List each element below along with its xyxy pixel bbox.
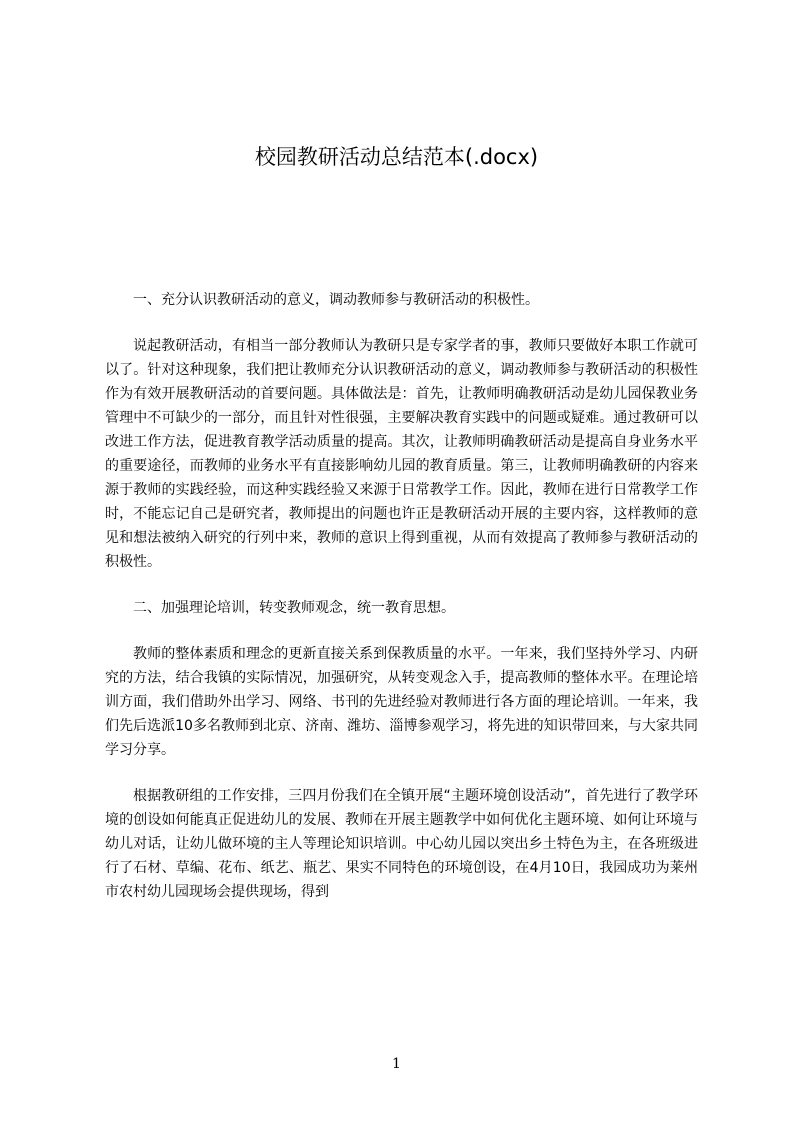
paragraph-gap bbox=[105, 762, 698, 784]
section-heading-2: 二、加强理论培训，转变教师观念，统一教育思想。 bbox=[133, 600, 455, 616]
document-body bbox=[105, 288, 698, 904]
body-paragraph-3: 根据教研组的工作安排，三四月份我们在全镇开展“主题环境创设活动”，首先进行了教学环境的创设如何能真正促进幼儿的发展、教师在开展主题教学中如何优化主题环境、如何让环境与幼儿对话，让幼儿做环境的主人等理论知识培训。中心幼儿园以突出乡土特色为主，在各班级进行了石材、草编、花布、纸艺、瓶艺、果实不同特色的环境创设，在4月10日，我园成功为莱州市农村幼儿园现场会提供现场，得到 bbox=[105, 788, 698, 900]
body-paragraph-1: 说起教研活动，有相当一部分教师认为教研只是专家学者的事，教师只要做好本职工作就可以了。针对这种现象，我们把让教师充分认识教研活动的意义，调动教师参与教研活动的积极性作为有效开展教研活动的首要问题。具体做法是：首先，让教师明确教研活动是幼儿园保教业务管理中不可缺少的一部分，而且针对性很强，主要解决教育实践中的问题或疑难。通过教研可以改进工作方法，促进教育教学活动质量的提高。其次，让教师明确教研活动是提高自身业务水平的重要途径，而教师的业务水平有直接影响幼儿园的教育质量。第三，让教师明确教研的内容来源于教师的实践经验，而这种实践经验又来源于日常教学工作。因此，教师在进行日常教学工作时，不能忘记自己是研究者，教师提出的问题也许正是教研活动开展的主要内容，这样教师的意见和想法被纳入研究的行列中来，教师的意识上得到重视，从而有效提高了教师参与教研活动的积极性。 bbox=[105, 338, 698, 570]
section-heading-1: 一、充分认识教研活动的意义，调动教师参与教研活动的积极性。 bbox=[133, 292, 539, 308]
page-number: 1 bbox=[392, 1056, 401, 1072]
document-title: 校园教研活动总结范本(.docx) bbox=[254, 145, 539, 169]
body-paragraph-2: 教师的整体素质和理念的更新直接关系到保教质量的水平。一年来，我们坚持外学习、内研究的方法，结合我镇的实际情况，加强研究，从转变观念入手，提高教师的整体水平。在理论培训方面，我们借助外出学习、网络、书刊的先进经验对教师进行各方面的理论培训。一年来，我们先后选派10多名教师到北京、济南、潍坊、淄博参观学习，将先进的知识带回来，与大家共同学习分享。 bbox=[105, 646, 698, 758]
paragraph-gap bbox=[105, 620, 698, 642]
paragraph-gap bbox=[105, 312, 698, 334]
paragraph-gap bbox=[105, 574, 698, 596]
